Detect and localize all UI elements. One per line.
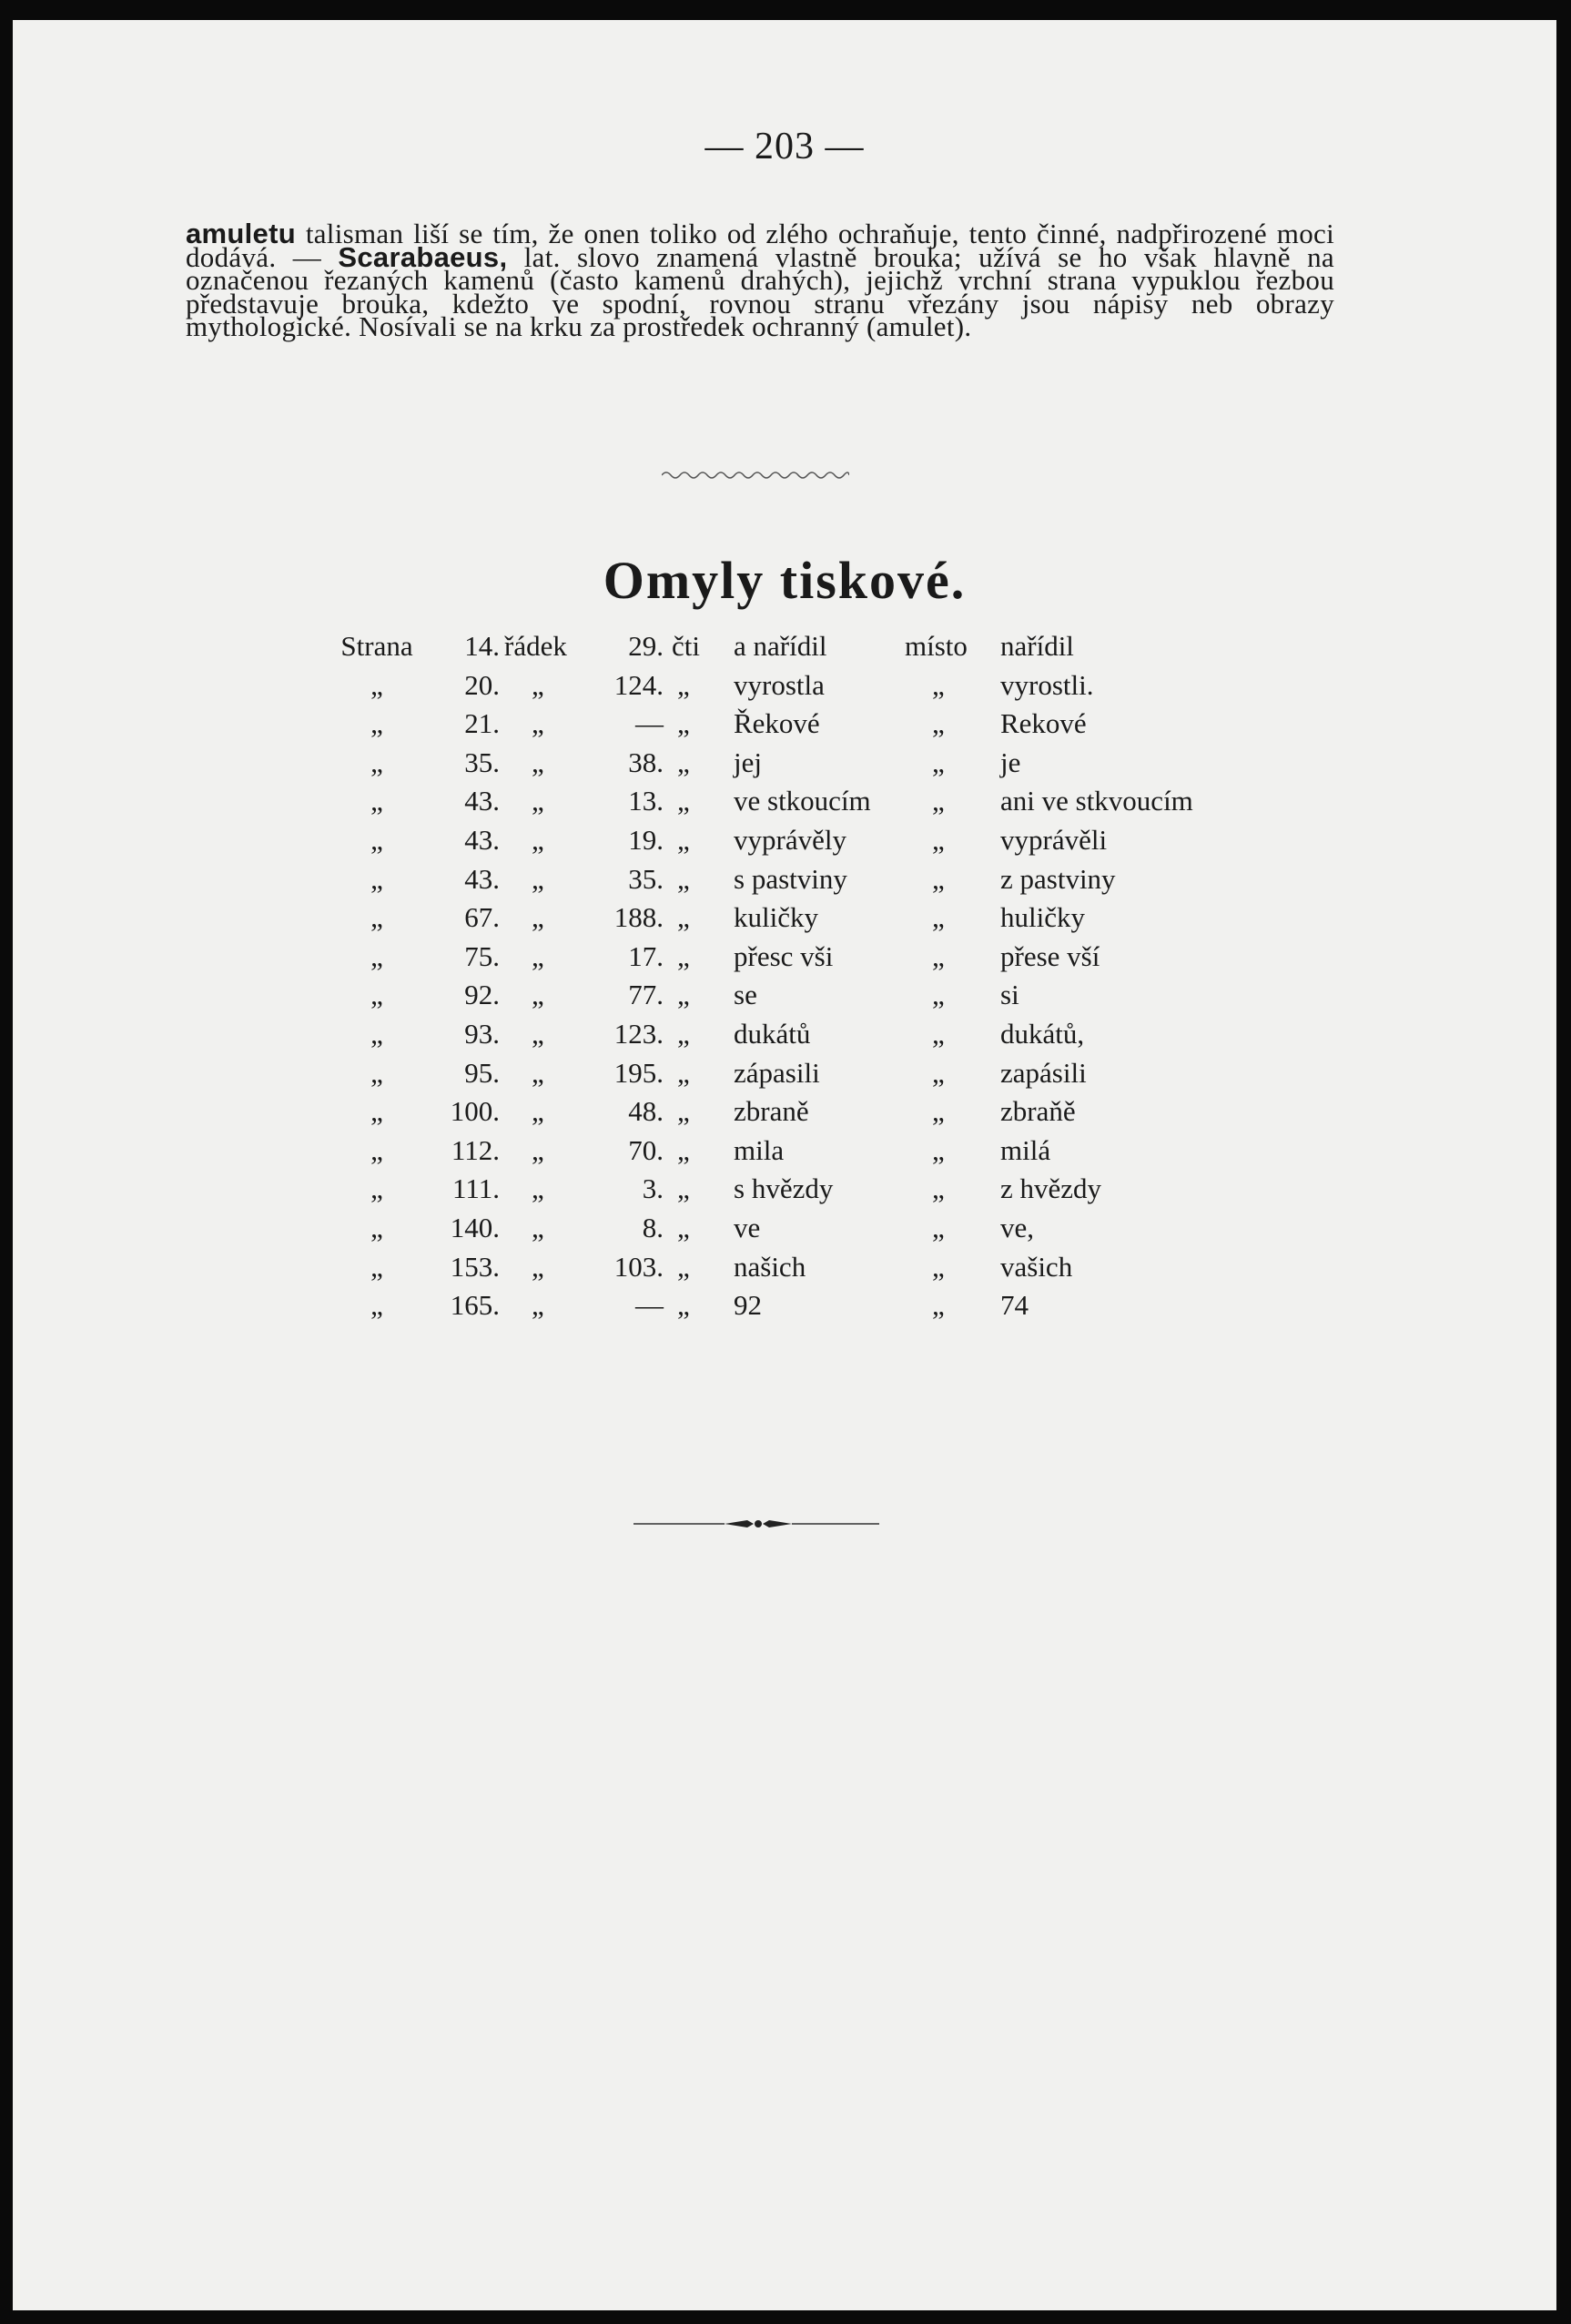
correct-text: Rekové [1000,707,1087,739]
wavy-separator [662,468,849,482]
page-ref: 21. [464,707,500,739]
errata-title: Omyly tiskové. [603,551,967,610]
wrong-text: zápasili [734,1057,820,1089]
wrong-text: Řekové [734,707,820,739]
line-ref: 70. [628,1134,664,1166]
wrong-text: ve [734,1212,761,1243]
ditto-mark: „ [370,785,383,817]
ditto-mark: „ [370,979,383,1010]
wrong-text: 92 [734,1289,762,1321]
wrong-text: našich [734,1251,806,1283]
ditto-mark: „ [932,707,945,739]
ditto-mark: „ [532,940,544,972]
ditto-mark: „ [532,1095,544,1127]
ditto-mark: „ [932,1172,945,1204]
ditto-mark: „ [932,979,945,1010]
ditto-mark: „ [532,669,544,701]
line-ref: 188. [613,901,664,933]
ditto-mark: „ [677,1289,690,1321]
line-ref: 17. [628,940,664,972]
ditto-mark: „ [370,1095,383,1127]
line-ref: 195. [613,1057,664,1089]
ditto-mark: „ [532,1057,544,1089]
ditto-mark: „ [532,1212,544,1243]
paragraph-text: lat. slovo znamená vlastně brouka; užívá se ho však hlavně na označenou řezaných kamenů (často kamenů drahých), jejichž vrchní strana vypuklou řezbou představuje brouka, kdežto ve spodní, rovnou stranu vřezány jsou nápisy neb obrazy mythologické. Nosívali se na krku za prostředek ochranný (amulet). [186,240,1334,342]
correct-text: si [1000,979,1019,1010]
correct-text: zbraňě [1000,1095,1076,1127]
wrong-text: se [734,979,757,1010]
ditto-mark: „ [932,1057,945,1089]
ditto-mark: „ [532,1172,544,1204]
line-ref: 35. [628,863,664,895]
ditto-mark: „ [370,1289,383,1321]
ditto-mark: „ [677,979,690,1010]
page-ref: 20. [464,669,500,701]
correct-text: vašich [1000,1251,1073,1283]
ditto-mark: „ [932,785,945,817]
page-ref: 43. [464,824,500,856]
ditto-mark: „ [532,707,544,739]
ditto-mark: „ [932,940,945,972]
correct-text: zapásili [1000,1057,1087,1089]
line-ref: 19. [628,824,664,856]
line-ref: 8. [642,1212,664,1243]
wrong-text: přesc vši [734,940,834,972]
ditto-mark: „ [532,746,544,778]
ditto-mark: „ [677,746,690,778]
correct-text: dukátů, [1000,1018,1085,1050]
ditto-mark: „ [932,1018,945,1050]
wrong-text: a nařídil [734,630,827,662]
line-ref: 29. [628,630,664,662]
ditto-mark: „ [932,901,945,933]
ditto-mark: „ [677,707,690,739]
ditto-mark: „ [677,1134,690,1166]
page-ref: 14. [464,630,500,662]
ditto-mark: „ [677,669,690,701]
end-ornament [633,1515,879,1533]
wrong-text: s pastviny [734,863,847,895]
line-ref: 13. [628,785,664,817]
ditto-mark: „ [370,824,383,856]
page-number: — 203 — [704,126,865,167]
ditto-mark: „ [370,707,383,739]
ditto-mark: „ [932,863,945,895]
ditto-mark: „ [370,901,383,933]
line-ref: — [635,1289,664,1321]
correct-text: milá [1000,1134,1051,1166]
correct-text: přese vší [1000,940,1100,972]
ditto-mark: „ [532,824,544,856]
ditto-mark: „ [370,1018,383,1050]
correct-text: ve, [1000,1212,1035,1243]
ditto-mark: „ [677,940,690,972]
ditto-mark: „ [932,669,945,701]
correct-text: ani ve stkvoucím [1000,785,1193,817]
ditto-mark: „ [370,940,383,972]
ditto-mark: „ [932,1212,945,1243]
ditto-mark: „ [932,1134,945,1166]
ditto-mark: „ [677,901,690,933]
ditto-mark: „ [370,1134,383,1166]
correct-text: nařídil [1000,630,1074,662]
correct-text: huličky [1000,901,1085,933]
page-ref: 92. [464,979,500,1010]
document-page [13,20,1556,2310]
line-ref: 123. [613,1018,664,1050]
line-ref: 3. [642,1172,664,1204]
ditto-mark: „ [370,1251,383,1283]
paragraph-text: talisman liší se tím, že onen toliko od zlého ochraňuje, tento činné, nadpřirozené moci dodává. — [186,218,1334,273]
ditto-mark: „ [532,1018,544,1050]
ditto-mark: „ [532,1134,544,1166]
line-ref: 103. [613,1251,664,1283]
ditto-mark: „ [370,1057,383,1089]
ditto-mark: „ [677,1057,690,1089]
ditto-mark: „ [932,1251,945,1283]
ditto-mark: „ [370,746,383,778]
line-ref: 77. [628,979,664,1010]
ditto-mark: „ [532,863,544,895]
ditto-mark: „ [932,746,945,778]
correct-text: z hvězdy [1000,1172,1102,1204]
ditto-mark: „ [932,1095,945,1127]
page-ref: 75. [464,940,500,972]
line-ref: 124. [613,669,664,701]
page-ref: 95. [464,1057,500,1089]
line-ref: 48. [628,1095,664,1127]
page-ref: 111. [452,1172,500,1204]
page-ref: 153. [450,1251,500,1283]
line-ref: — [635,707,664,739]
wrong-text: vyrostla [734,669,825,701]
ditto-mark: „ [532,1251,544,1283]
page-ref: 43. [464,785,500,817]
correct-text: vyprávěli [1000,824,1108,856]
label-radek: řádek [504,630,567,662]
label-strana: Strana [340,630,413,662]
ditto-mark: „ [677,824,690,856]
wrong-text: s hvězdy [734,1172,834,1204]
ditto-mark: „ [677,785,690,817]
page-ref: 67. [464,901,500,933]
correct-text: vyrostli. [1000,669,1094,701]
ditto-mark: „ [677,1172,690,1204]
bold-term: amuletu [186,218,296,249]
wrong-text: vyprávěly [734,824,846,856]
correct-text: 74 [1000,1289,1029,1321]
ditto-mark: „ [932,824,945,856]
page-ref: 93. [464,1018,500,1050]
ditto-mark: „ [677,1212,690,1243]
ditto-mark: „ [370,669,383,701]
page-ref: 100. [450,1095,500,1127]
page-ref: 43. [464,863,500,895]
ditto-mark: „ [532,979,544,1010]
ditto-mark: „ [532,901,544,933]
page-ref: 140. [450,1212,500,1243]
ditto-mark: „ [370,1172,383,1204]
correct-text: z pastviny [1000,863,1116,895]
wrong-text: kuličky [734,901,818,933]
line-ref: 38. [628,746,664,778]
ditto-mark: „ [932,1289,945,1321]
page-ref: 112. [451,1134,500,1166]
wrong-text: zbraně [734,1095,809,1127]
wrong-text: dukátů [734,1018,811,1050]
footnote-paragraph [186,218,1334,342]
wrong-text: jej [734,746,762,778]
ditto-mark: „ [532,785,544,817]
ditto-mark: „ [532,1289,544,1321]
page-ref: 165. [450,1289,500,1321]
wrong-text: mila [734,1134,785,1166]
ditto-mark: „ [370,863,383,895]
correct-text: je [1000,746,1021,778]
bold-term: Scarabaeus, [338,240,508,273]
label-cti: čti [672,630,700,662]
wrong-text: ve stkoucím [734,785,871,817]
ditto-mark: „ [677,1251,690,1283]
page-ref: 35. [464,746,500,778]
ditto-mark: „ [677,863,690,895]
label-misto: místo [905,630,968,662]
ditto-mark: „ [370,1212,383,1243]
ditto-mark: „ [677,1018,690,1050]
ditto-mark: „ [677,1095,690,1127]
